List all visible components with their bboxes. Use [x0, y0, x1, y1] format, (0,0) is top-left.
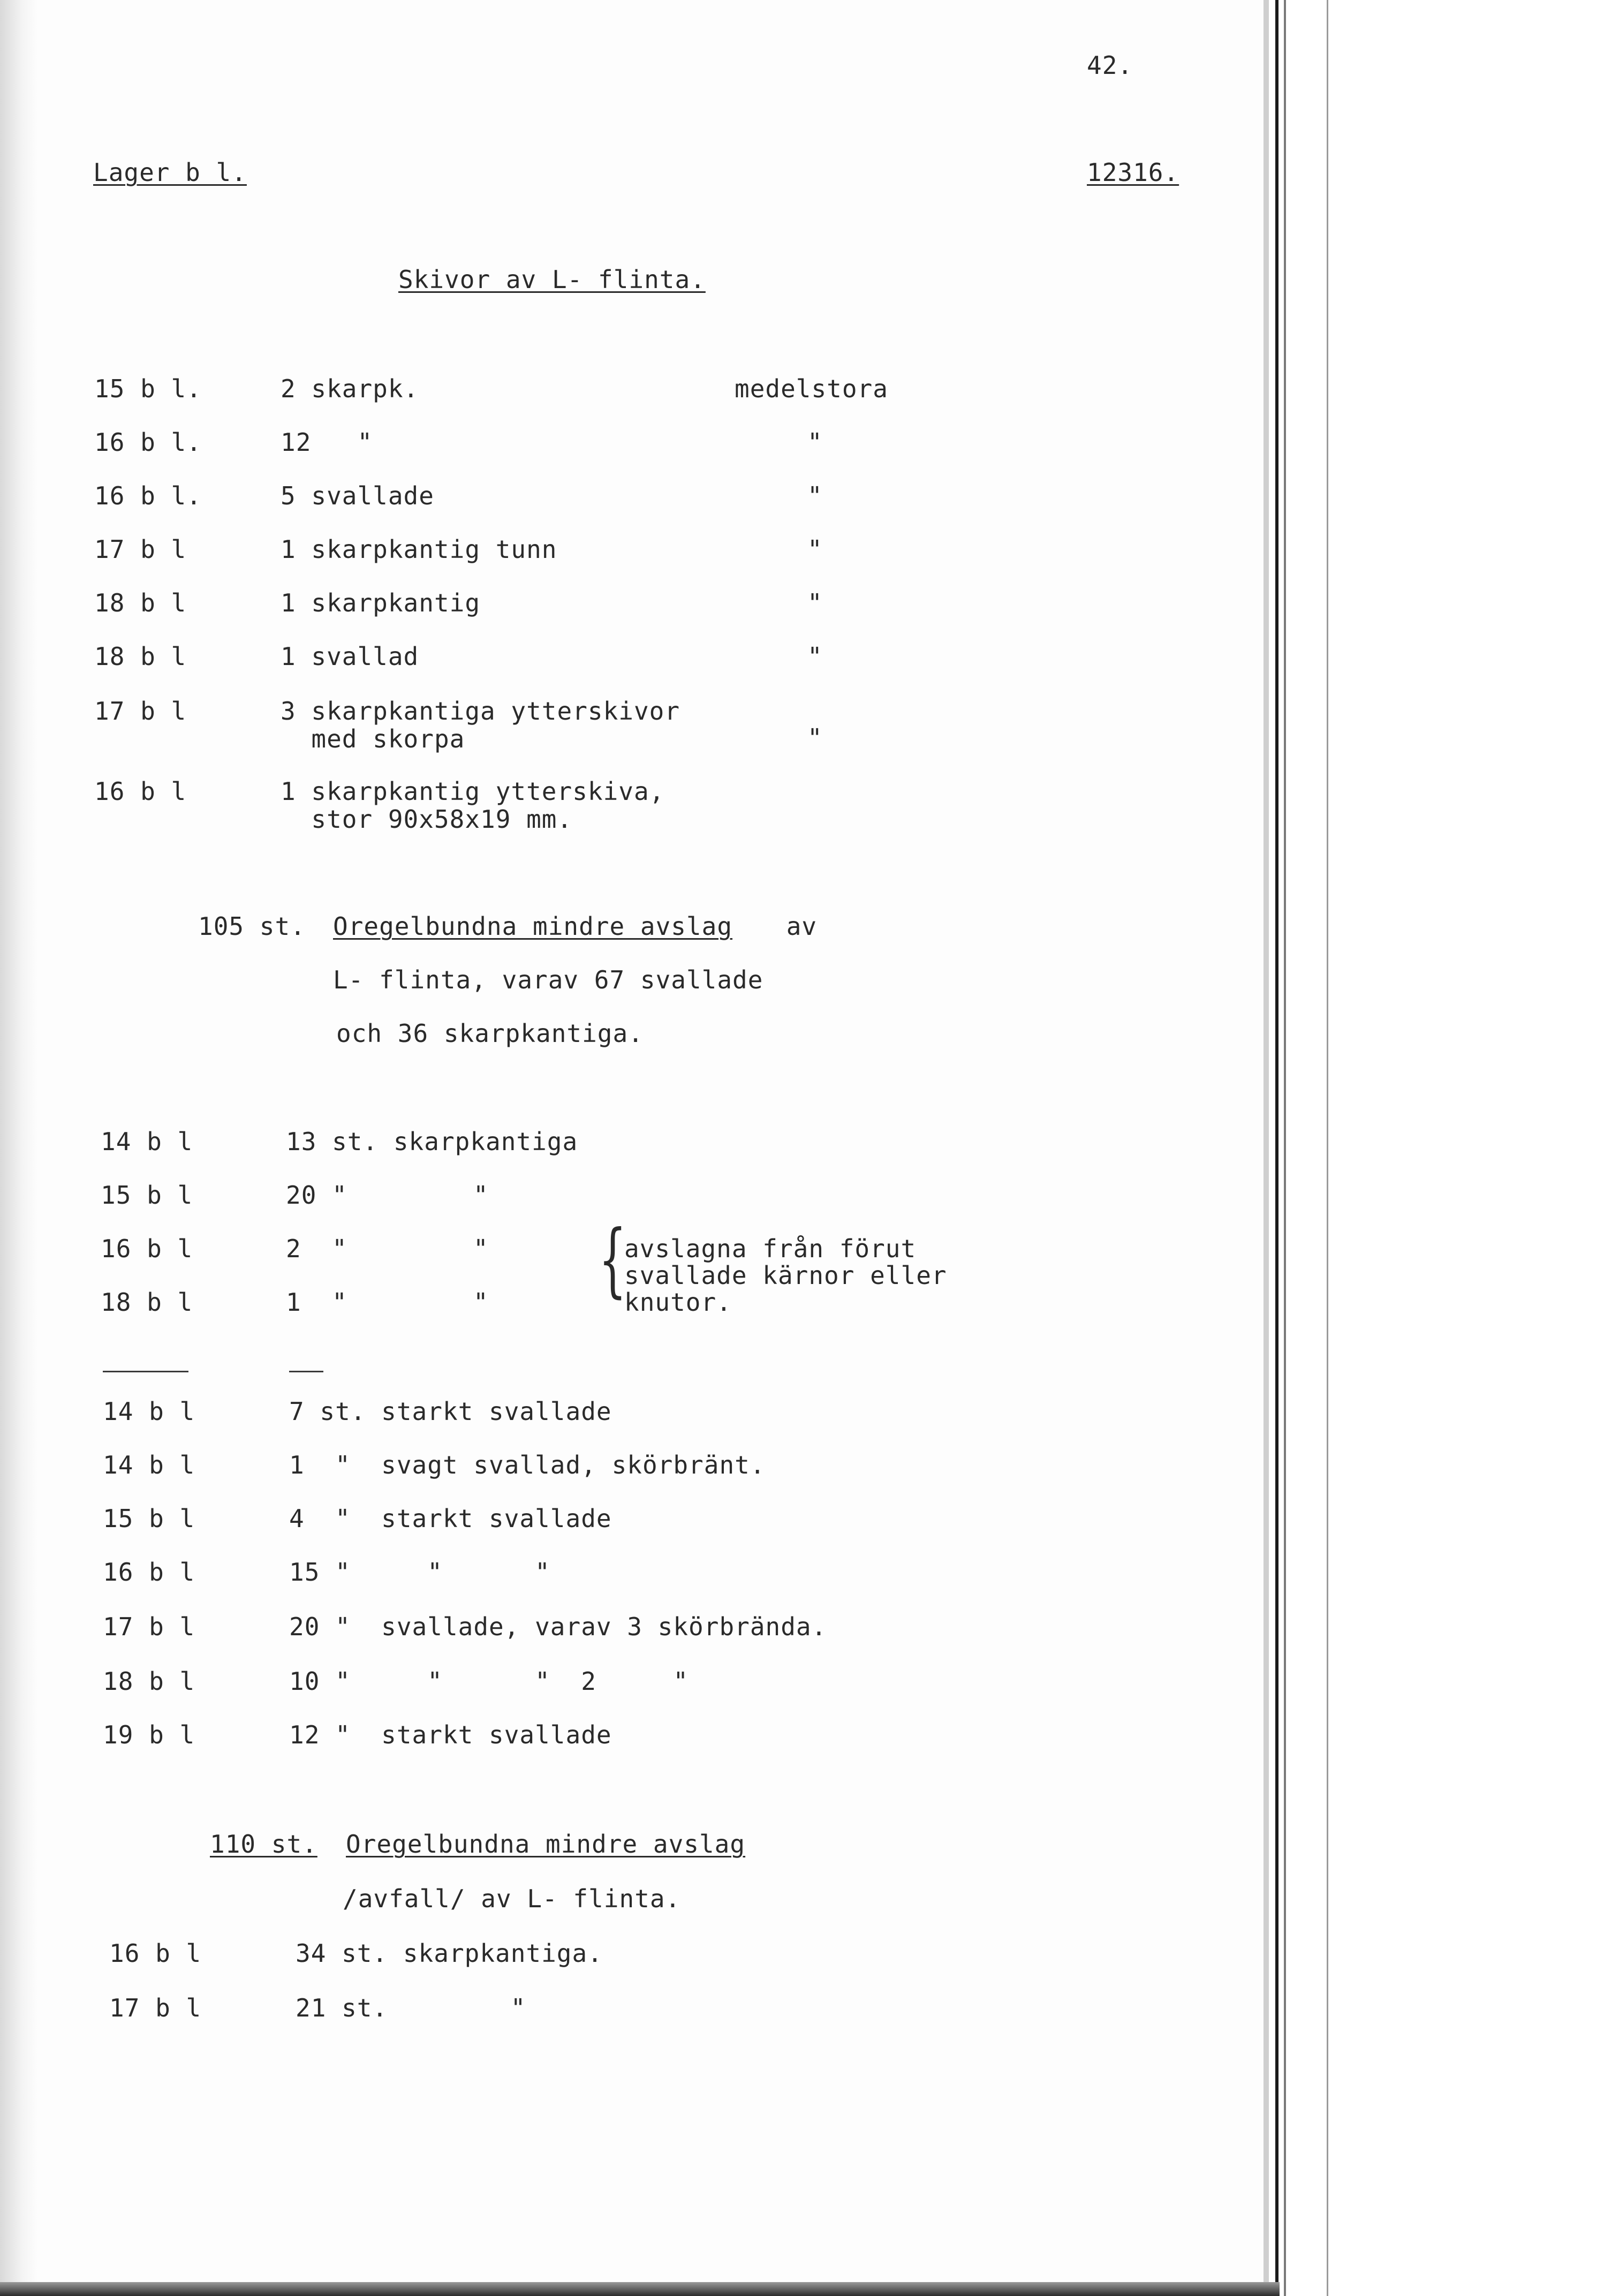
table-row-ditto: "	[473, 1288, 489, 1317]
summary-heading-tail: av	[771, 912, 818, 941]
table-row-desc: 1 skarpkantig ytterskiva,	[281, 777, 665, 806]
table-row-layer: 19 b l	[103, 1720, 195, 1749]
table-row-desc: 12 "	[281, 428, 373, 457]
table-row-layer: 17 b l	[109, 1993, 202, 2022]
table-row-size: "	[807, 481, 823, 510]
table-row-ditto: "	[473, 1234, 489, 1263]
table-row-desc: 10 " " " 2 "	[289, 1667, 689, 1696]
table-row-layer: 14 b l	[103, 1397, 195, 1426]
summary-line: och 36 skarpkantiga.	[336, 1019, 644, 1048]
table-row-desc: 20 " svallade, varav 3 skörbrända.	[289, 1612, 827, 1641]
table-row-layer: 18 b l	[103, 1667, 195, 1696]
table-row-layer: 18 b l	[101, 1288, 193, 1317]
table-row-desc: 3 skarpkantiga ytterskivor	[281, 697, 680, 726]
table-row-layer: 18 b l	[94, 642, 187, 671]
note-line: knutor.	[624, 1288, 732, 1317]
summary-heading: Oregelbundna mindre avslag	[346, 1830, 746, 1859]
table-row-layer: 15 b l	[101, 1181, 193, 1210]
table-row-count: 2 "	[286, 1234, 347, 1263]
table-row-count: 13 st. skarpkantiga	[286, 1127, 578, 1156]
table-row-count: 1 "	[286, 1288, 347, 1317]
table-row-desc: 21 st. "	[296, 1993, 526, 2022]
table-row-desc: 7 st. starkt svallade	[289, 1397, 612, 1426]
table-row-size: "	[807, 588, 823, 617]
note-line: svallade kärnor eller	[624, 1261, 947, 1290]
divider	[289, 1371, 323, 1372]
scan-shadow	[0, 0, 37, 2296]
scan-bottom-edge	[0, 2282, 1280, 2296]
table-row-size: "	[807, 428, 823, 457]
table-row-layer: 14 b l	[101, 1127, 193, 1156]
header-right: 12316.	[1087, 158, 1179, 187]
table-row-desc: 34 st. skarpkantiga.	[296, 1939, 603, 1968]
table-row-size: medelstora	[735, 374, 888, 403]
table-row-size: "	[807, 535, 823, 564]
table-row-layer: 17 b l	[94, 697, 187, 726]
table-row-layer: 16 b l	[103, 1558, 195, 1587]
table-row-desc: 1 skarpkantig	[281, 588, 481, 617]
table-row-layer: 15 b l	[103, 1504, 195, 1533]
summary-count: 105 st.	[198, 912, 306, 941]
table-row-layer: 17 b l	[94, 535, 187, 564]
table-row-layer: 14 b l	[103, 1451, 195, 1479]
table-row-desc-cont: med skorpa	[281, 724, 465, 753]
table-row-desc-cont: stor 90x58x19 mm.	[281, 805, 573, 834]
header-left: Lager b l.	[93, 158, 247, 187]
table-row-layer: 16 b l	[94, 777, 187, 806]
summary-count: 110 st.	[210, 1830, 317, 1859]
summary-line: L- flinta, varav 67 svallade	[333, 965, 763, 994]
table-row-desc: 12 " starkt svallade	[289, 1720, 612, 1749]
table-row-layer: 16 b l.	[94, 481, 202, 510]
summary-heading: Oregelbundna mindre avslag	[333, 912, 733, 941]
divider	[103, 1371, 188, 1372]
table-row-count: 20 "	[286, 1181, 347, 1210]
page-number: 42.	[1087, 51, 1133, 80]
table-row-desc: 5 svallade	[281, 481, 434, 510]
binding-line	[1275, 0, 1278, 2296]
table-row-size: "	[807, 723, 823, 752]
binding-line	[1264, 0, 1269, 2296]
brace-icon: {	[599, 1213, 627, 1306]
table-row-layer: 15 b l.	[94, 374, 202, 403]
table-row-desc: 1 skarpkantig tunn	[281, 535, 557, 564]
table-row-layer: 16 b l.	[94, 428, 202, 457]
binding-line	[1327, 0, 1328, 2296]
note-line: avslagna från förut	[624, 1234, 917, 1263]
table-row-layer: 16 b l	[109, 1939, 202, 1968]
section-title: Skivor av L- flinta.	[398, 265, 706, 294]
summary-line: /avfall/ av L- flinta.	[343, 1884, 681, 1913]
table-row-desc: 15 " " "	[289, 1558, 550, 1587]
table-row-desc: 2 skarpk.	[281, 374, 419, 403]
table-row-layer: 16 b l	[101, 1234, 193, 1263]
binding-line	[1284, 0, 1286, 2296]
table-row-size: "	[807, 642, 823, 671]
table-row-desc: 1 svallad	[281, 642, 419, 671]
table-row-layer: 18 b l	[94, 588, 187, 617]
binding-margin	[1264, 0, 1619, 2296]
table-row-desc: 4 " starkt svallade	[289, 1504, 612, 1533]
table-row-ditto: "	[473, 1181, 489, 1210]
table-row-desc: 1 " svagt svallad, skörbränt.	[289, 1451, 766, 1479]
table-row-layer: 17 b l	[103, 1612, 195, 1641]
